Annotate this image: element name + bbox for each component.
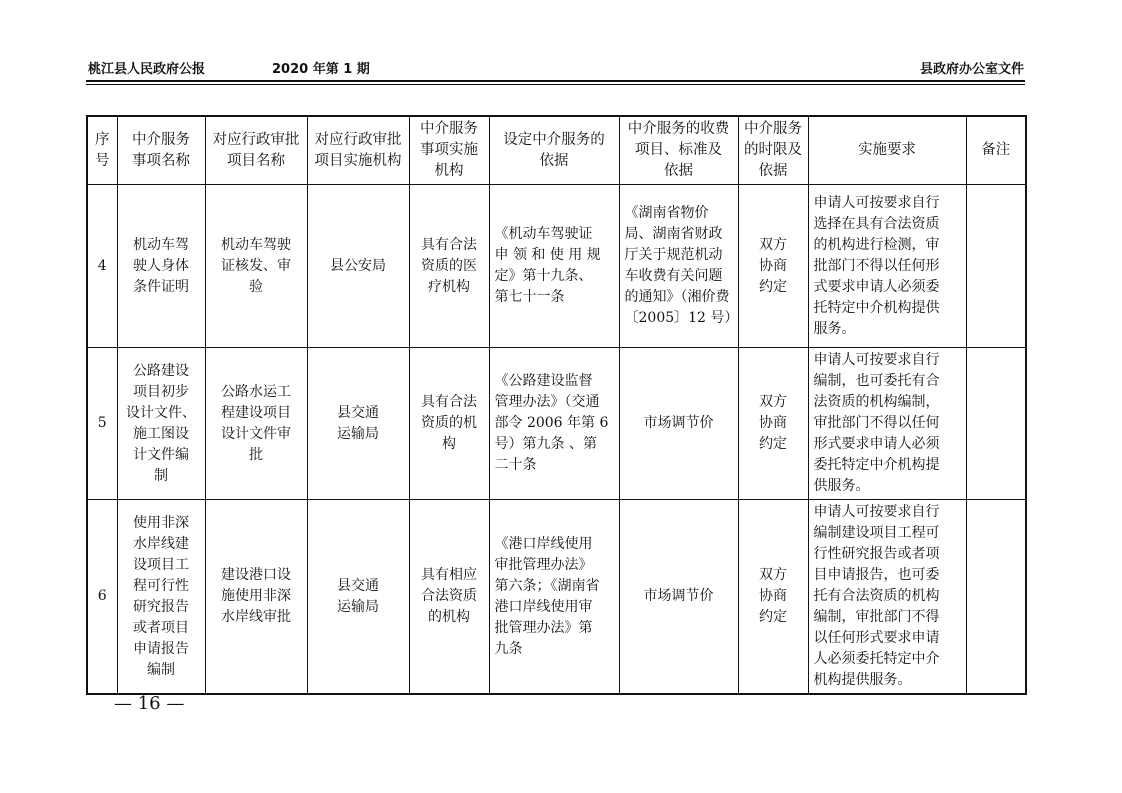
column-header: 设定中介服务的 依据 — [489, 116, 619, 185]
requirement: 申请人可按要求自行 编制，也可委托有合 法资质的机构编制， 审批部门不得以任何 形式要求申请人必须 委托特定中介机构提 供服务。 — [808, 348, 966, 500]
service-name: 公路建设 项目初步 设计文件、 施工图设 计文件编 制 — [117, 348, 205, 500]
legal-basis: 《公路建设监督 管理办法》（交通 部令 2006 年第 6 号）第九条 、第 二十条 — [489, 348, 619, 500]
column-header: 对应行政审批 项目实施机构 — [307, 116, 409, 185]
table-row — [87, 348, 1026, 500]
row-number: 6 — [87, 500, 117, 695]
section-label: 县政府办公室文件 — [919, 62, 1024, 77]
approval-agency: 县公安局 — [307, 185, 409, 348]
column-header: 备注 — [966, 116, 1026, 185]
row-number: 4 — [87, 185, 117, 348]
issue-label: 2020 年第 1 期 — [272, 62, 370, 77]
table-row — [87, 500, 1026, 695]
service-agency: 具有相应 合法资质 的机构 — [409, 500, 489, 695]
approval-item: 机动车驾驶 证核发、审 验 — [205, 185, 307, 348]
service-name: 机动车驾 驶人身体 条件证明 — [117, 185, 205, 348]
publication-title: 桃江县人民政府公报 — [88, 62, 206, 77]
fee-basis: 市场调节价 — [619, 500, 738, 695]
approval-item: 公路水运工 程建设项目 设计文件审 批 — [205, 348, 307, 500]
table-row — [87, 185, 1026, 348]
remark — [966, 348, 1026, 500]
column-header: 对应行政审批 项目名称 — [205, 116, 307, 185]
column-header: 中介服务 的时限及 依据 — [738, 116, 808, 185]
column-header: 实施要求 — [808, 116, 966, 185]
column-header: 中介服务 事项名称 — [117, 116, 205, 185]
remark — [966, 500, 1026, 695]
table-header-row — [87, 116, 1026, 185]
column-header: 中介服务 事项实施 机构 — [409, 116, 489, 185]
fee-basis: 市场调节价 — [619, 348, 738, 500]
service-agency: 具有合法 资质的机 构 — [409, 348, 489, 500]
legal-basis: 《机动车驾驶证 申 领 和 使 用 规 定》第十九条、 第七十一条 — [489, 185, 619, 348]
approval-agency: 县交通 运输局 — [307, 348, 409, 500]
remark — [966, 185, 1026, 348]
time-limit: 双方 协商 约定 — [738, 185, 808, 348]
column-header: 中介服务的收费 项目、标准及 依据 — [619, 116, 738, 185]
legal-basis: 《港口岸线使用 审批管理办法》 第六条；《湖南省 港口岸线使用审 批管理办法》第 九条 — [489, 500, 619, 695]
requirement: 申请人可按要求自行 选择在具有合法资质 的机构进行检测，审 批部门不得以任何形 式要求申请人必须委 托特定中介机构提供 服务。 — [808, 185, 966, 348]
fee-basis: 《湖南省物价 局、湖南省财政 厅关于规范机动 车收费有关问题 的通知》（湘价费 〔2005〕12 号） — [619, 185, 738, 348]
page-number: — 16 — — [114, 693, 185, 714]
time-limit: 双方 协商 约定 — [738, 348, 808, 500]
service-name: 使用非深 水岸线建 设项目工 程可行性 研究报告 或者项目 申请报告 编制 — [117, 500, 205, 695]
service-agency: 具有合法 资质的医 疗机构 — [409, 185, 489, 348]
row-number: 5 — [87, 348, 117, 500]
time-limit: 双方 协商 约定 — [738, 500, 808, 695]
header-rule-thin — [86, 84, 1025, 85]
header-rule-thick — [86, 80, 1025, 82]
column-header: 序 号 — [87, 116, 117, 185]
page-header — [88, 58, 1024, 78]
approval-agency: 县交通 运输局 — [307, 500, 409, 695]
approval-item: 建设港口设 施使用非深 水岸线审批 — [205, 500, 307, 695]
intermediary-services-table — [86, 115, 1027, 695]
requirement: 申请人可按要求自行 编制建设项目工程可 行性研究报告或者项 目申请报告，也可委 托有合法资质的机构 编制，审批部门不得 以任何形式要求申请 人必须委托特定中介 机构提供服务。 — [808, 500, 966, 695]
